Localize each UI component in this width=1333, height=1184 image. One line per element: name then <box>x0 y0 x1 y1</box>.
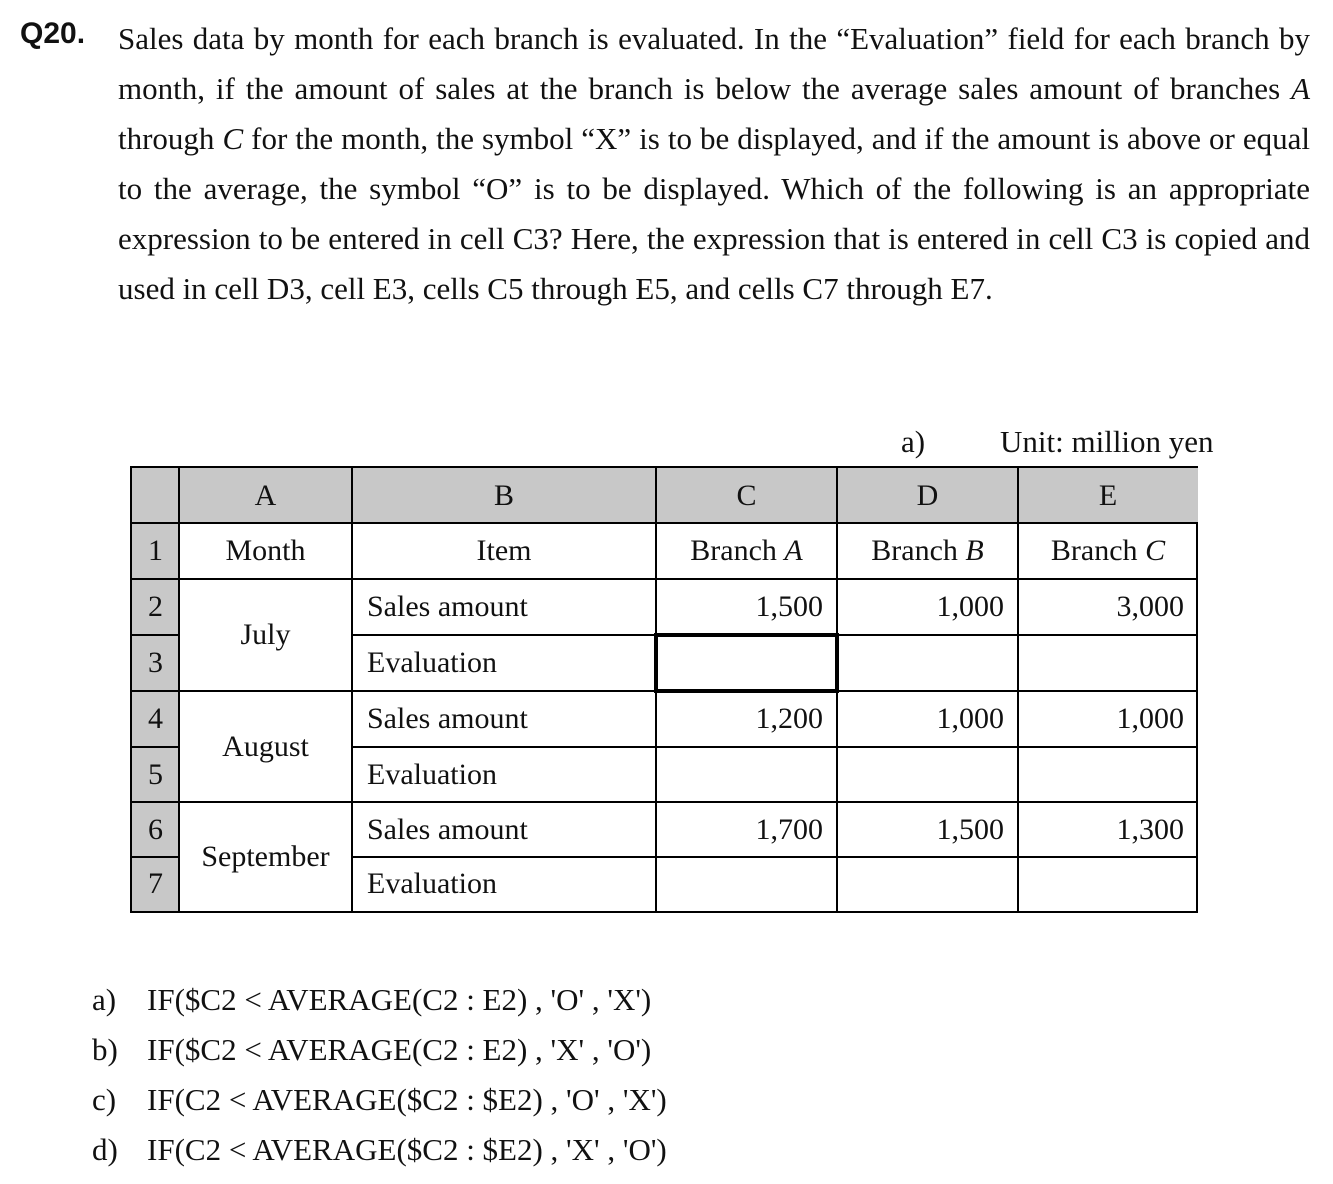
row-number-7[interactable]: 7 <box>132 857 179 911</box>
row-number-2[interactable]: 2 <box>132 579 179 635</box>
cell-c7-evaluation[interactable] <box>656 857 837 911</box>
cell-b4-item[interactable]: Sales amount <box>367 702 528 735</box>
cell-c4-value[interactable]: 1,200 <box>755 702 823 735</box>
row-number-1[interactable]: 1 <box>132 523 179 579</box>
cell-d5-evaluation[interactable] <box>837 747 1018 802</box>
option-label: a) <box>92 982 117 1017</box>
cell-e3-evaluation[interactable] <box>1018 635 1198 691</box>
column-header-b[interactable]: B <box>352 468 656 523</box>
cell-e1-branch-c[interactable]: Branch C <box>1050 534 1166 567</box>
cell-e2-value[interactable]: 3,000 <box>1116 590 1184 623</box>
option-label: c) <box>92 1082 117 1117</box>
row-number-4[interactable]: 4 <box>132 691 179 747</box>
grid-line <box>132 522 1198 524</box>
cell-d2-value[interactable]: 1,000 <box>936 590 1004 623</box>
grid-line <box>132 578 1198 580</box>
cell-d3-evaluation[interactable] <box>837 635 1018 691</box>
column-header-e[interactable]: E <box>1018 468 1198 523</box>
cell-month-september[interactable]: September <box>201 839 330 873</box>
option-expression: IF($C2 < AVERAGE(C2 : E2) , 'O' , 'X') <box>147 982 652 1017</box>
grid-line <box>132 634 179 636</box>
cell-e7-evaluation[interactable] <box>1018 857 1198 911</box>
option-expression: IF(C2 < AVERAGE($C2 : $E2) , 'X' , 'O') <box>147 1132 667 1167</box>
option-c[interactable] <box>92 1075 667 1125</box>
answer-options <box>92 975 667 1175</box>
question-text: Sales data by month for each branch is evaluated. In the “Evaluation” field for each branch by month, if the amount of sales at the branch is below the average sales amount of branches A through C for the month, the symbol “X” is to be displayed, and if the amount is above or equal to the average, the symbol “O” is to be displayed. Which of the following is an appropriate expression to be entered in cell C3? Here, the expression that is entered in cell C3 is copied and used in cell D3, cell E3, cells C5 through E5, and cells C7 through E7. <box>118 21 1310 306</box>
option-b[interactable] <box>92 1025 667 1075</box>
question-number: Q20. <box>20 17 86 50</box>
cell-b7-item[interactable]: Evaluation <box>367 867 497 900</box>
cell-d1-branch-b[interactable]: Branch B <box>871 534 984 567</box>
cell-e6-value[interactable]: 1,300 <box>1116 812 1184 846</box>
column-header-a[interactable]: A <box>179 468 352 523</box>
unit-label: Unit: million yen <box>1000 424 1214 459</box>
cell-month-july[interactable]: July <box>240 618 291 651</box>
spreadsheet <box>130 466 1198 913</box>
option-label: b) <box>92 1032 118 1067</box>
cell-c1-branch-a[interactable]: Branch A <box>690 534 803 567</box>
cell-b1-item[interactable]: Item <box>476 534 532 567</box>
grid-line <box>178 468 180 911</box>
cell-d4-value[interactable]: 1,000 <box>936 702 1004 735</box>
option-a[interactable] <box>92 975 667 1025</box>
cell-c2-value[interactable]: 1,500 <box>755 590 823 623</box>
column-header-d[interactable]: D <box>837 468 1018 523</box>
option-d[interactable] <box>92 1125 667 1175</box>
corner-cell <box>132 468 179 523</box>
row-number-3[interactable]: 3 <box>132 635 179 691</box>
grid-line <box>132 856 179 858</box>
option-expression: IF($C2 < AVERAGE(C2 : E2) , 'X' , 'O') <box>147 1032 652 1067</box>
cell-e4-value[interactable]: 1,000 <box>1116 702 1184 735</box>
grid-line <box>351 468 353 911</box>
option-expression: IF(C2 < AVERAGE($C2 : $E2) , 'O' , 'X') <box>147 1082 667 1117</box>
cell-e5-evaluation[interactable] <box>1018 747 1198 802</box>
cell-d6-value[interactable]: 1,500 <box>936 812 1004 846</box>
row-number-5[interactable]: 5 <box>132 747 179 802</box>
cell-a1-month[interactable]: Month <box>225 534 306 567</box>
cell-d7-evaluation[interactable] <box>837 857 1018 911</box>
row-number-6[interactable]: 6 <box>132 802 179 857</box>
grid-line <box>132 746 179 748</box>
grid-line <box>1017 468 1019 911</box>
cell-month-august[interactable]: August <box>222 729 309 763</box>
grid-line <box>352 856 1198 858</box>
answer-marker: a) <box>901 424 926 459</box>
cell-b5-item[interactable]: Evaluation <box>367 757 497 791</box>
cell-b2-item[interactable]: Sales amount <box>367 590 528 623</box>
cell-b3-item[interactable]: Evaluation <box>367 646 497 679</box>
cell-b6-item[interactable]: Sales amount <box>367 812 528 846</box>
option-label: d) <box>92 1132 118 1167</box>
grid-line <box>132 801 1198 803</box>
selected-cell-c3[interactable] <box>654 633 839 693</box>
grid-line <box>352 746 1198 748</box>
cell-c5-evaluation[interactable] <box>656 747 837 802</box>
cell-c6-value[interactable]: 1,700 <box>755 812 823 846</box>
column-header-c[interactable]: C <box>656 468 837 523</box>
